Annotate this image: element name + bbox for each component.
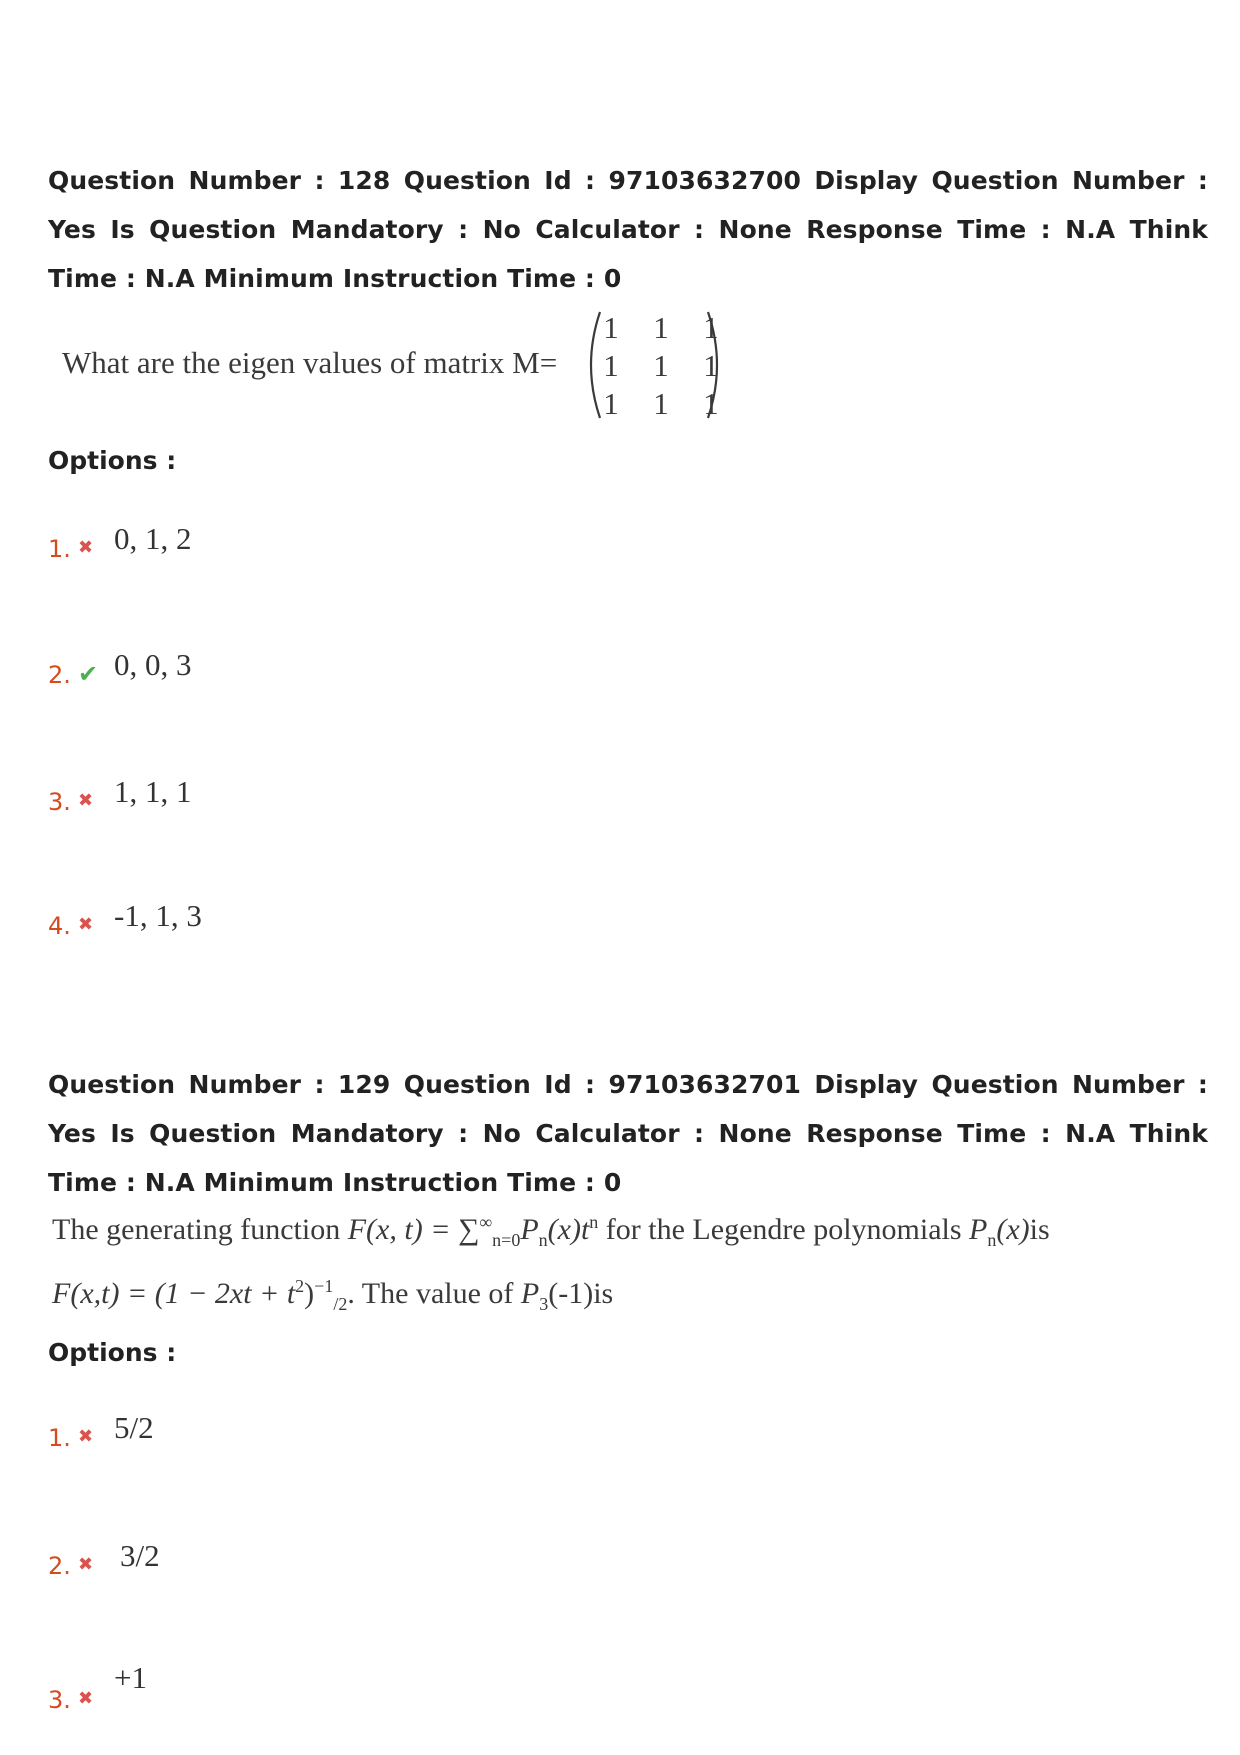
matrix-cell: 1: [703, 310, 719, 345]
option-number: 1.: [48, 535, 71, 563]
question-header: Question Number : 129 Question Id : 97103632701 Display Question Number : Yes Is Question Mandatory : No Calculator : None Response Time : N.A Think Time : N.A Minimum Instruction Time : 0: [48, 1070, 1208, 1197]
question-text-line: [52, 1212, 1050, 1251]
option-number: 2.: [48, 661, 71, 689]
option-text: 0, 1, 2: [114, 521, 192, 556]
formula-segment: /2: [333, 1294, 348, 1314]
formula-segment: (x)t: [547, 1213, 590, 1246]
right-paren: [702, 310, 730, 420]
cross-icon: ✖: [78, 537, 94, 558]
cross-icon: ✖: [78, 1688, 94, 1709]
formula-segment: P: [969, 1213, 988, 1246]
matrix: [578, 310, 730, 422]
matrix-cell: 1: [703, 386, 719, 421]
matrix-cell: 1: [703, 348, 719, 383]
formula-segment: n=0: [492, 1230, 521, 1250]
question-text-line: [52, 1276, 613, 1315]
option-number: 2.: [48, 1552, 71, 1580]
text-segment: . The value of: [347, 1277, 521, 1310]
option-number: 3.: [48, 788, 71, 816]
formula-segment: n: [589, 1212, 599, 1232]
options-label: Options :: [48, 1338, 177, 1367]
matrix-cell: 1: [653, 386, 669, 421]
matrix-cell: 1: [653, 348, 669, 383]
text-segment: The generating function: [52, 1213, 348, 1246]
options-label: Options :: [48, 446, 177, 475]
formula-segment: 2: [295, 1276, 305, 1296]
text-segment: is: [1029, 1213, 1050, 1246]
cross-icon: ✖: [78, 790, 94, 811]
option-text: +1: [114, 1660, 147, 1695]
option-text: 3/2: [120, 1538, 160, 1573]
option-text: 0, 0, 3: [114, 647, 192, 682]
formula-segment: −1: [314, 1276, 334, 1296]
option-text: 5/2: [114, 1410, 154, 1445]
option-text: 1, 1, 1: [114, 774, 192, 809]
matrix-cell: 1: [603, 348, 619, 383]
cross-icon: ✖: [78, 914, 94, 935]
formula-segment: F(x,t) = (1 − 2xt + t: [52, 1277, 296, 1310]
question-header: Question Number : 128 Question Id : 97103632700 Display Question Number : Yes Is Question Mandatory : No Calculator : None Response Time : N.A Think Time : N.A Minimum Instruction Time : 0: [48, 166, 1208, 293]
formula-segment: (x): [996, 1213, 1030, 1246]
formula-segment: (-1): [548, 1277, 594, 1310]
formula-segment: 3: [539, 1294, 549, 1314]
formula-segment: F(x, t) =: [347, 1213, 458, 1246]
formula-segment: P: [520, 1213, 539, 1246]
formula-segment: n: [538, 1230, 548, 1250]
check-icon: ✔: [78, 660, 99, 688]
text-segment: for the Legendre polynomials: [598, 1213, 970, 1246]
matrix-cell: 1: [653, 310, 669, 345]
cross-icon: ✖: [78, 1554, 94, 1575]
option-text: -1, 1, 3: [114, 898, 202, 933]
option-number: 4.: [48, 912, 71, 940]
formula-segment: ∞: [479, 1212, 493, 1232]
sum-symbol: ∑: [457, 1213, 480, 1246]
question-text: What are the eigen values of matrix M=: [62, 345, 558, 380]
formula-segment: n: [987, 1230, 997, 1250]
cross-icon: ✖: [78, 1426, 94, 1447]
option-number: 1.: [48, 1424, 71, 1452]
matrix-cell: 1: [603, 386, 619, 421]
text-segment: is: [593, 1277, 614, 1310]
formula-segment: ): [304, 1277, 315, 1310]
option-number: 3.: [48, 1686, 71, 1714]
formula-segment: P: [520, 1277, 540, 1310]
matrix-cell: 1: [603, 310, 619, 345]
